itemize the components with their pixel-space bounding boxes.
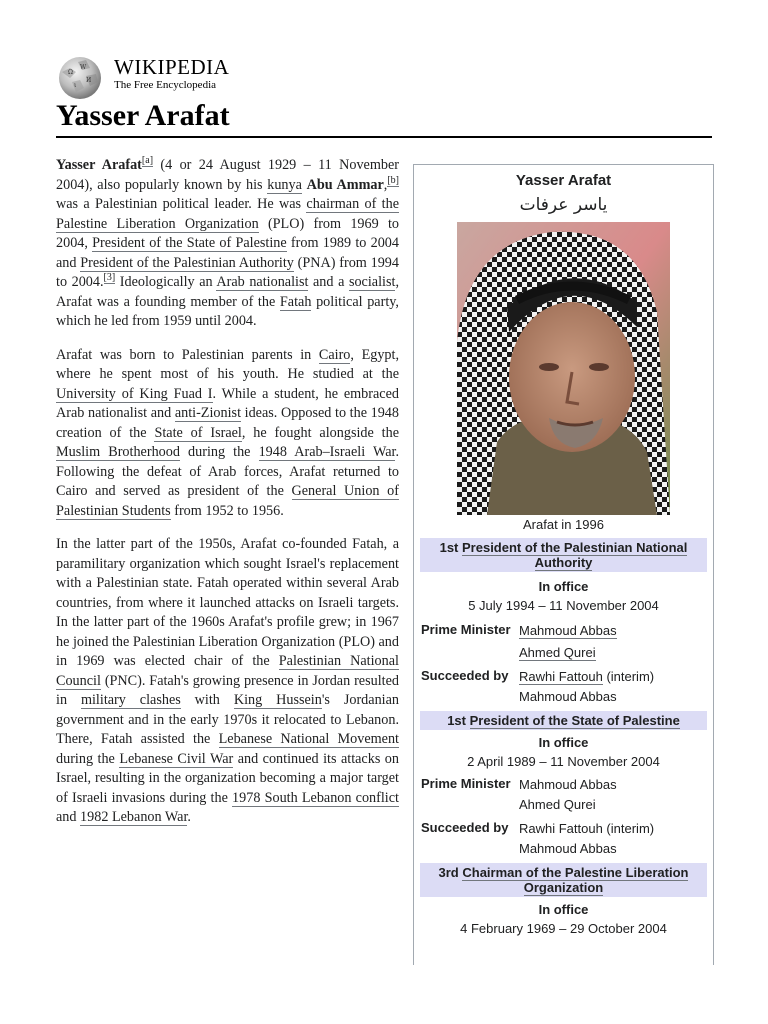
- paragraph-fatah: In the latter part of the 1950s, Arafat co-founded Fatah, a paramilitary organization which sought Israel's replacement with a Palestinian state. Fatah operated within several Arab countries, from where it launched attacks on Israeli targets. In the latter part of the 1960s Arafat's profile grew; in 1967 he joined the Palestinian Liberation Organization (PLO) and in 1969 was elected chair of the Palestinian National Council (PNC). Fatah's growing presence in Jordan resulted in military clashes with King Hussein's Jordanian government and in the early 1970s it relocated to Lebanon. There, Fatah assisted the Lebanese National Movement during the Lebanese Civil War and continued its attacks on Israel, resulting in the organization becoming a major target of Israeli invasions during the 1978 South Lebanon conflict and 1982 Lebanon War.: [56, 536, 399, 825]
- link-cairo[interactable]: Cairo: [318, 346, 351, 363]
- in-office-label: In office: [538, 902, 589, 917]
- infobox: [413, 164, 714, 965]
- svg-text:И: И: [86, 77, 92, 84]
- pm-name: Ahmed Qurei: [519, 797, 596, 812]
- office-dates: 5 July 1994 – 11 November 2004: [468, 598, 659, 613]
- pm-name: Mahmoud Abbas: [519, 777, 617, 792]
- link-plo-chairman[interactable]: chairman of the Palestine Liberation Organization: [56, 196, 399, 232]
- link-office-pna[interactable]: President of the Palestinian National Authority: [462, 540, 688, 570]
- link-mahmoud-abbas[interactable]: Mahmoud Abbas: [519, 623, 617, 638]
- office-dates: 2 April 1989 – 11 November 2004: [467, 754, 660, 769]
- in-office-label: In office: [538, 735, 589, 750]
- wikipedia-globe-logo[interactable]: [56, 54, 104, 102]
- office-header-plo: 3rd Chairman of the Palestine Liberation Organization: [420, 863, 707, 897]
- infobox-native-name: ياسر عرفات: [519, 195, 608, 215]
- wordmark-text: WIKIPEDIA: [114, 55, 230, 79]
- footnote-b[interactable]: [b]: [387, 174, 399, 186]
- article-body: [56, 156, 399, 842]
- succeeded-by-row: [421, 819, 706, 859]
- prime-minister-row: [421, 775, 706, 815]
- link-rawhi-fattouh[interactable]: Rawhi Fattouh: [519, 669, 603, 684]
- link-1982-war[interactable]: 1982 Lebanon War: [80, 809, 188, 825]
- link-ahmed-qurei[interactable]: Ahmed Qurei: [519, 645, 596, 660]
- link-muslim-brotherhood[interactable]: Muslim Brotherhood: [56, 444, 180, 460]
- successor-2: Mahmoud Abbas: [519, 841, 617, 856]
- svg-text:ι: ι: [74, 82, 77, 89]
- link-state-of-israel[interactable]: State of Israel: [154, 424, 242, 441]
- photo-caption: Arafat in 1996: [523, 517, 604, 532]
- wikipedia-wordmark[interactable]: [114, 56, 229, 91]
- office-dates: 4 February 1969 – 29 October 2004: [460, 921, 667, 936]
- link-office-plo[interactable]: Chairman of the Palestine Liberation Organization: [462, 865, 689, 895]
- paragraph-early-life: Arafat was born to Palestinian parents in Cairo, Egypt, where he spent most of his youth. He studied at the University of King Fuad I. While a student, he embraced Arab nationalist and anti-Zionist ideas. Opposed to the 1948 creation of the State of Israel, he fought alongside the Muslim Brotherhood during the 1948 Arab–Israeli War. Following the defeat of Arab forces, Arafat returned to Cairo and served as president of the General Union of Palestinian Students from 1952 to 1956.: [56, 346, 399, 519]
- page-title: Yasser Arafat: [56, 96, 712, 138]
- prime-minister-label: Prime Minister: [421, 622, 511, 637]
- abu-ammar: Abu Ammar: [306, 176, 384, 193]
- link-president-state[interactable]: President of the State of Palestine: [92, 235, 287, 251]
- link-king-hussein[interactable]: King Hussein: [233, 692, 322, 708]
- paragraph-intro: Yasser Arafat[a] (4 or 24 August 1929 – 11 November 2004), also popularly known by his kunya Abu Ammar,[b] was a Palestinian political leader. He was chairman of the Palestine Liberation Organization (PLO) from 1969 to 2004, President of the State of Palestine from 1989 to 2004 and President of the Palestinian Authority (PNA) from 1994 to 2004.[3] Ideologically an Arab nationalist and a socialist, Arafat was a founding member of the Fatah political party, which he led from 1959 until 2004.: [56, 155, 400, 329]
- svg-text:Ω: Ω: [68, 69, 73, 76]
- link-fatah[interactable]: Fatah: [279, 293, 312, 310]
- link-university[interactable]: University of King Fuad I: [56, 385, 213, 402]
- infobox-name: Yasser Arafat: [515, 172, 612, 189]
- prime-minister-label: Prime Minister: [421, 776, 511, 791]
- link-arab-nationalist[interactable]: Arab nationalist: [216, 274, 309, 290]
- link-socialist[interactable]: socialist: [348, 274, 396, 290]
- link-lebanese-civil-war[interactable]: Lebanese Civil War: [119, 750, 234, 767]
- link-1948-war[interactable]: 1948 Arab–Israeli War: [258, 444, 396, 460]
- footnote-a[interactable]: [a]: [141, 155, 154, 167]
- svg-text:W: W: [80, 64, 87, 71]
- link-lnm[interactable]: Lebanese National Movement: [218, 731, 399, 747]
- link-1978-conflict[interactable]: 1978 South Lebanon conflict: [232, 789, 399, 806]
- in-office-label: In office: [538, 579, 589, 594]
- prime-minister-row: [421, 621, 706, 663]
- successor-1: Rawhi Fattouh (interim): [519, 821, 655, 836]
- link-office-state[interactable]: President of the State of Palestine: [469, 713, 680, 728]
- link-military-clashes[interactable]: military clashes: [80, 692, 181, 708]
- office-header-state: 1st President of the State of Palestine: [420, 711, 707, 730]
- succeeded-by-row: Succeeded by Rawhi Fattouh (interim) Mahmoud Abbas: [421, 667, 706, 707]
- succeeded-by-label: Succeeded by: [421, 668, 509, 683]
- link-president-pna[interactable]: President of the Palestinian Authority: [80, 254, 294, 271]
- tagline: The Free Encyclopedia: [114, 79, 217, 91]
- subject-name: Yasser Arafat: [56, 157, 142, 173]
- link-kunya[interactable]: kunya: [267, 176, 302, 193]
- portrait-photo[interactable]: [457, 222, 670, 515]
- footnote-3[interactable]: [3]: [103, 272, 116, 284]
- succeeded-by-label: Succeeded by: [421, 820, 509, 835]
- link-gups[interactable]: General Union of Palestinian Students: [56, 483, 399, 519]
- office-header-pna: 1st President of the Palestinian National Authority: [420, 538, 707, 572]
- successor-2: Mahmoud Abbas: [519, 689, 617, 704]
- link-anti-zionist[interactable]: anti-Zionist: [174, 405, 242, 421]
- link-pnc[interactable]: Palestinian National Council: [56, 653, 399, 689]
